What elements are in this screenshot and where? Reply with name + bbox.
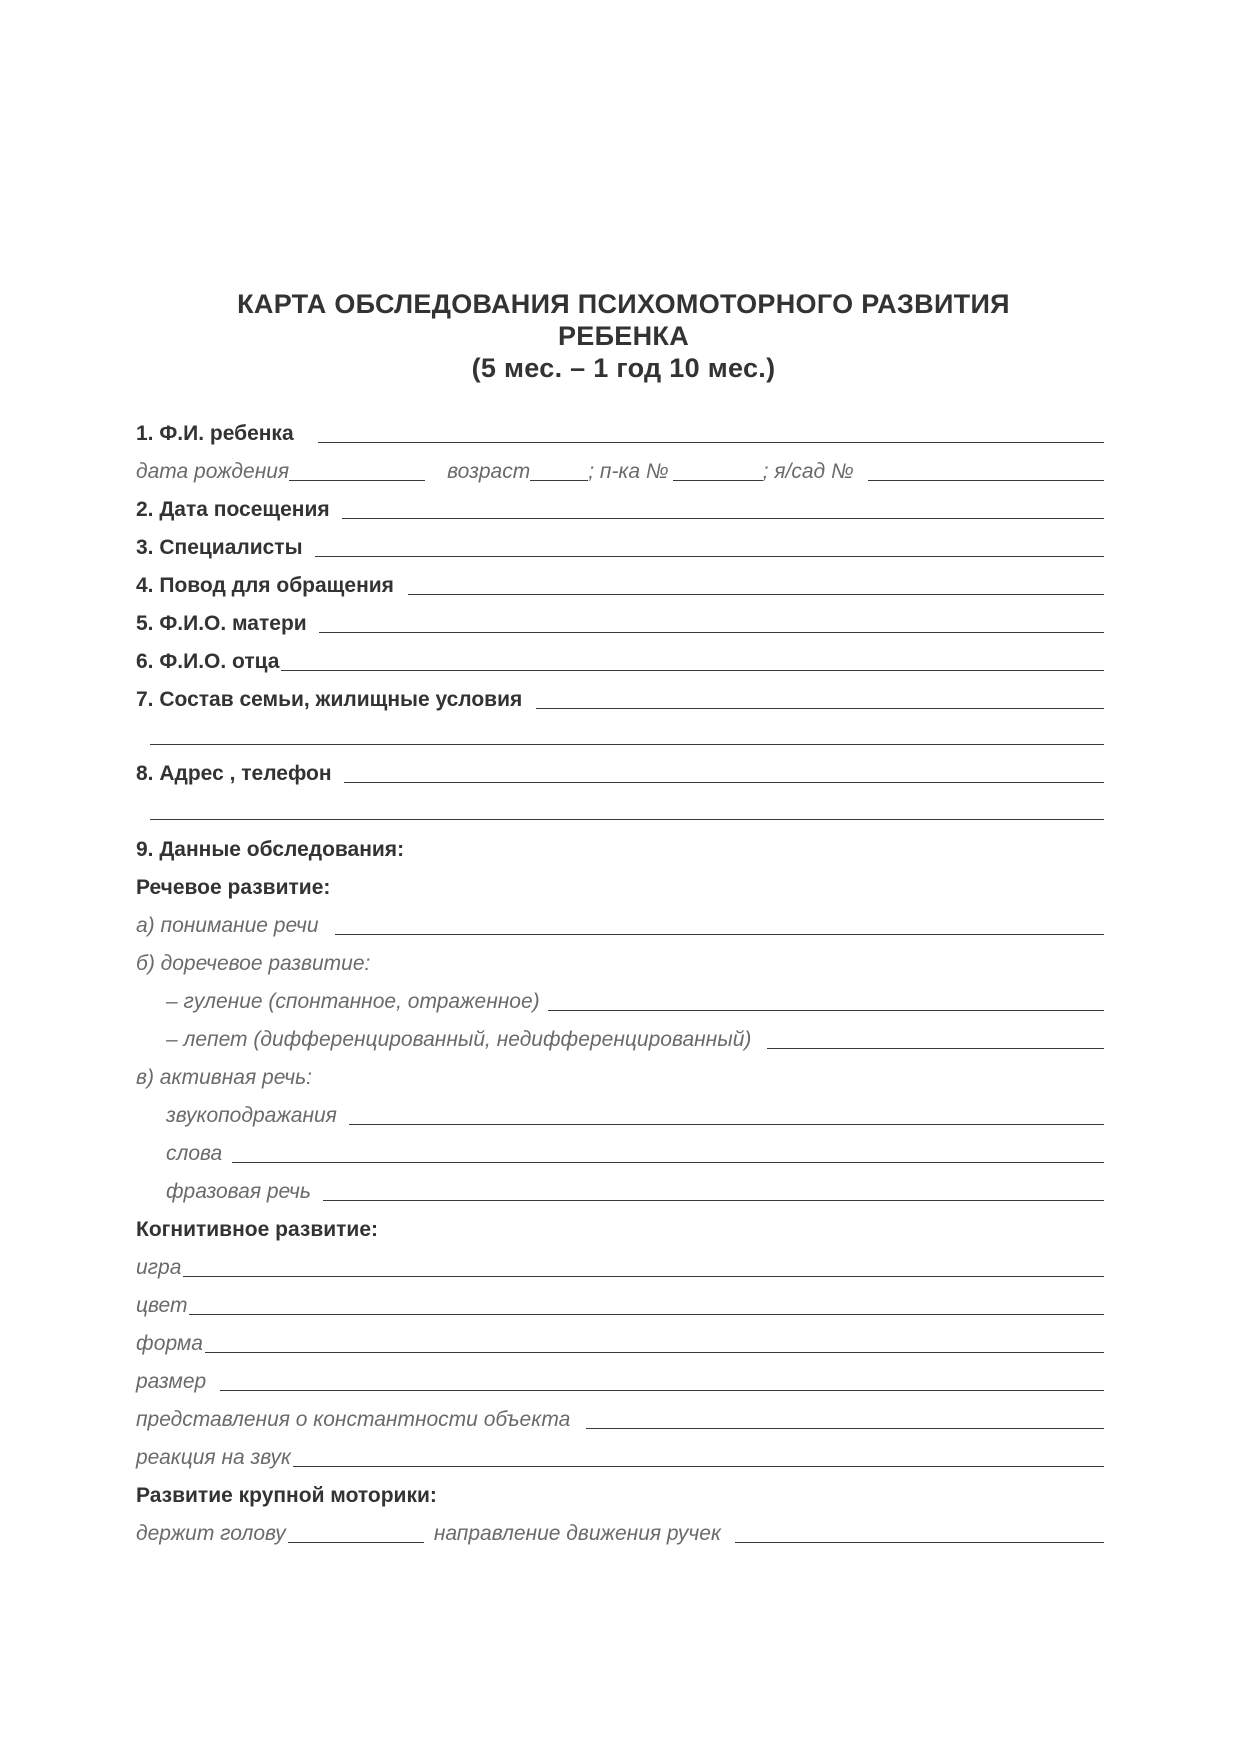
- row-specialists: [136, 530, 1104, 560]
- title-line-3: (5 мес. – 1 год 10 мес.): [471, 353, 776, 383]
- specialists-label: 3. Специалисты: [136, 536, 303, 559]
- row-mother: [136, 606, 1104, 636]
- size-label: размер: [136, 1370, 207, 1393]
- row-motor-heading: [136, 1478, 1104, 1508]
- row-babbling: [166, 1022, 1104, 1052]
- row-family: [136, 682, 1104, 712]
- hand-movement-label: направление движения ручек: [433, 1522, 721, 1545]
- kindergarten-label: ; я/сад №: [762, 460, 854, 483]
- hand-movement-field[interactable]: [735, 1541, 1104, 1543]
- row-prespeech: [136, 946, 1104, 976]
- row-permanence: [136, 1402, 1104, 1432]
- sound-reaction-field[interactable]: [293, 1465, 1104, 1467]
- birth-date-label: дата рождения: [136, 460, 290, 483]
- age-field[interactable]: [530, 479, 588, 481]
- reason-field[interactable]: [408, 593, 1104, 595]
- active-speech-label: в) активная речь:: [136, 1066, 312, 1089]
- comprehension-label: а) понимание речи: [136, 914, 319, 937]
- kindergarten-field[interactable]: [868, 479, 1104, 481]
- clinic-field[interactable]: [673, 479, 763, 481]
- color-label: цвет: [136, 1294, 188, 1317]
- sound-reaction-label: реакция на звук: [136, 1446, 291, 1469]
- play-label: игра: [136, 1256, 182, 1279]
- onomatopoeia-label: звукоподражания: [166, 1104, 337, 1127]
- mother-field[interactable]: [319, 631, 1104, 633]
- child-name-label: 1. Ф.И. ребенка: [136, 422, 294, 445]
- cooing-field[interactable]: [548, 1009, 1104, 1011]
- shape-field[interactable]: [205, 1351, 1104, 1353]
- cooing-label: – гуление (спонтанное, отраженное): [166, 990, 540, 1013]
- play-field[interactable]: [183, 1275, 1104, 1277]
- address-label: 8. Адрес , телефон: [136, 762, 332, 785]
- size-field[interactable]: [220, 1389, 1104, 1391]
- row-phrases: [166, 1174, 1104, 1204]
- title-line-1: КАРТА ОБСЛЕДОВАНИЯ ПСИХОМОТОРНОГО РАЗВИТИЯ: [237, 289, 1010, 319]
- row-active-speech: [136, 1060, 1104, 1090]
- father-field[interactable]: [281, 669, 1104, 671]
- head-control-label: держит голову: [136, 1522, 286, 1545]
- row-sound-reaction: [136, 1440, 1104, 1470]
- permanence-field[interactable]: [586, 1427, 1104, 1429]
- exam-heading: 9. Данные обследования:: [136, 838, 405, 861]
- row-cooing: [166, 984, 1104, 1014]
- reason-label: 4. Повод для обращения: [136, 574, 394, 597]
- row-onomatopoeia: [166, 1098, 1104, 1128]
- phrases-label: фразовая речь: [166, 1180, 311, 1203]
- visit-date-field[interactable]: [342, 517, 1104, 519]
- row-head-control: [136, 1516, 1104, 1546]
- row-speech-heading: [136, 870, 1104, 900]
- mother-label: 5. Ф.И.О. матери: [136, 612, 307, 635]
- babbling-field[interactable]: [767, 1047, 1104, 1049]
- row-address: [136, 756, 1104, 786]
- shape-label: форма: [136, 1332, 203, 1355]
- head-control-field[interactable]: [288, 1541, 424, 1543]
- row-comprehension: [136, 908, 1104, 938]
- row-cognitive-heading: [136, 1212, 1104, 1242]
- row-size: [136, 1364, 1104, 1394]
- permanence-label: представления о константности объекта: [136, 1408, 571, 1431]
- family-label: 7. Состав семьи, жилищные условия: [136, 688, 523, 711]
- row-visit-date: [136, 492, 1104, 522]
- row-child-name: [136, 416, 1104, 446]
- family-field-line-2[interactable]: [150, 743, 1104, 745]
- motor-heading: Развитие крупной моторики:: [136, 1484, 437, 1507]
- cognitive-heading: Когнитивное развитие:: [136, 1218, 379, 1241]
- row-reason: [136, 568, 1104, 598]
- row-color: [136, 1288, 1104, 1318]
- father-label: 6. Ф.И.О. отца: [136, 650, 280, 673]
- onomatopoeia-field[interactable]: [349, 1123, 1104, 1125]
- comprehension-field[interactable]: [335, 933, 1104, 935]
- form-title: [0, 288, 1247, 384]
- family-field[interactable]: [536, 707, 1104, 709]
- row-exam-heading: [136, 832, 1104, 862]
- birth-date-field[interactable]: [289, 479, 425, 481]
- address-field-line-2[interactable]: [150, 818, 1104, 820]
- row-words: [166, 1136, 1104, 1166]
- visit-date-label: 2. Дата посещения: [136, 498, 330, 521]
- row-shape: [136, 1326, 1104, 1356]
- prespeech-label: б) доречевое развитие:: [136, 952, 371, 975]
- row-play: [136, 1250, 1104, 1280]
- child-name-field[interactable]: [318, 441, 1104, 443]
- address-field[interactable]: [344, 781, 1104, 783]
- color-field[interactable]: [189, 1313, 1104, 1315]
- words-label: слова: [166, 1142, 223, 1165]
- speech-heading: Речевое развитие:: [136, 876, 331, 899]
- babbling-label: – лепет (дифференцированный, недифференцированный): [166, 1028, 752, 1051]
- row-birth-info: [136, 454, 1104, 484]
- clinic-label: ; п-ка №: [588, 460, 669, 483]
- row-father: [136, 644, 1104, 674]
- title-line-2: РЕБЕНКА: [557, 321, 689, 351]
- phrases-field[interactable]: [323, 1199, 1104, 1201]
- specialists-field[interactable]: [315, 555, 1104, 557]
- age-label: возраст: [447, 460, 531, 483]
- words-field[interactable]: [232, 1161, 1104, 1163]
